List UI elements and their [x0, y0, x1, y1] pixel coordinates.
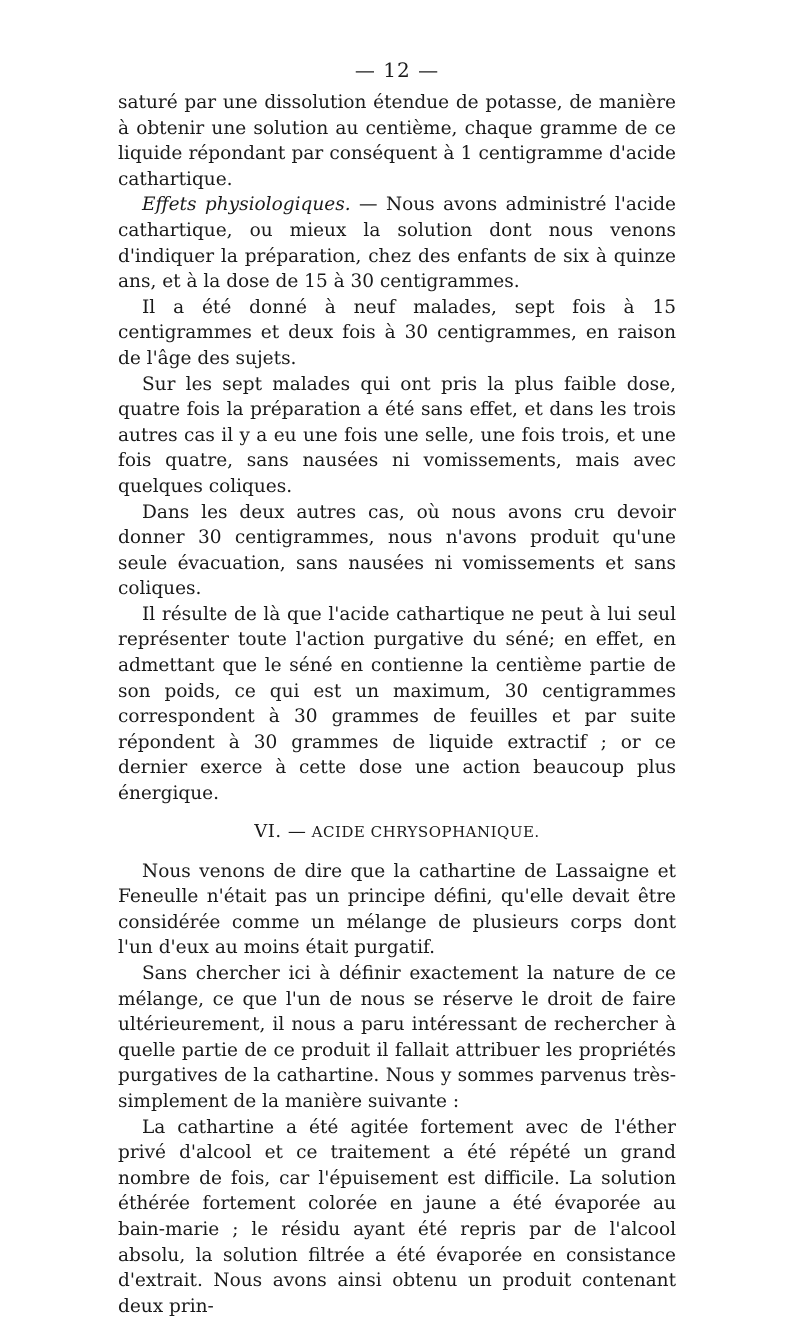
- paragraph-text: Il a été donné à neuf malades, sept fois à 15 centigrammes et deux fois à 30 centigrammes, en raison de l'âge des sujets.: [118, 296, 676, 369]
- section-number: VI. —: [254, 820, 307, 842]
- paragraph-text: Dans les deux autres cas, où nous avons cru devoir donner 30 centigrammes, nous n'avons produit qu'une seule évacuation, sans nausées ni vomissements et sans coliques.: [118, 501, 676, 600]
- paragraph-lead-italic: Effets physiologiques.: [142, 194, 351, 216]
- paragraph: [118, 1115, 676, 1319]
- paragraph-text: La cathartine a été agitée fortement avec de l'éther privé d'alcool et ce traitement a été répété un grand nombre de fois, car l'épuisement est difficile. La solution éthérée fortement colorée en jaune a été évaporée au bain-marie ; le résidu ayant été repris par de l'alcool absolu, la solution filtrée a été évaporée en consistance d'extrait. Nous avons ainsi obtenu un produit contenant deux prin-: [118, 1116, 676, 1317]
- paragraph-text: Sur les sept malades qui ont pris la plus faible dose, quatre fois la préparation a été sans effet, et dans les trois autres cas il y a eu une fois une selle, une fois trois, et une fois quatre, sans nausées ni vomissements, mais avec quelques coliques.: [118, 373, 676, 497]
- paragraph: [118, 295, 676, 372]
- page-number: — 12 —: [354, 58, 440, 82]
- paragraph-text: Il résulte de là que l'acide cathartique ne peut à lui seul représenter toute l'action purgative du séné; en effet, en admettant que le séné en contienne la centième partie de son poids, ce qui est un maximum, 30 centigrammes correspondent à 30 grammes de feuilles et par suite répondent à 30 grammes de liquide extractif ; or ce dernier exerce à cette dose une action beaucoup plus énergique.: [118, 603, 676, 805]
- section-heading: [118, 819, 676, 845]
- paragraph: [118, 90, 676, 192]
- paragraph-text: — Nous avons administré l'acide cathartique, ou mieux la solution dont nous venons d'indiquer la préparation, chez des enfants de six à quinze ans, et à la dose de 15 à 30 centigrammes.: [118, 194, 676, 293]
- book-page: [118, 56, 676, 1319]
- paragraph-text: Nous venons de dire que la cathartine de Lassaigne et Feneulle n'était pas un principe défini, qu'elle devait être considérée comme un mélange de plusieurs corps dont l'un d'eux au moins était purgatif.: [118, 860, 676, 959]
- text-block-before: [118, 90, 676, 807]
- paragraph-text: saturé par une dissolution étendue de potasse, de manière à obtenir une solution au centième, chaque gramme de ce liquide répondant par conséquent à 1 centigramme d'acide cathartique.: [118, 92, 676, 190]
- section-title: ACIDE CHRYSOPHANIQUE.: [311, 822, 540, 841]
- paragraph: [118, 859, 676, 961]
- paragraph: [118, 372, 676, 500]
- text-block-after: [118, 859, 676, 1319]
- paragraph: [118, 192, 676, 294]
- paragraph: [118, 602, 676, 807]
- paragraph-text: Sans chercher ici à définir exactement la nature de ce mélange, ce que l'un de nous se réserve le droit de faire ultérieurement, il nous a paru intéressant de rechercher à quelle partie de ce produit il fallait attribuer les propriétés purgatives de la cathartine. Nous y sommes parvenus très-simplement de la manière suivante :: [118, 963, 676, 1112]
- paragraph: [118, 500, 676, 602]
- paragraph: [118, 961, 676, 1115]
